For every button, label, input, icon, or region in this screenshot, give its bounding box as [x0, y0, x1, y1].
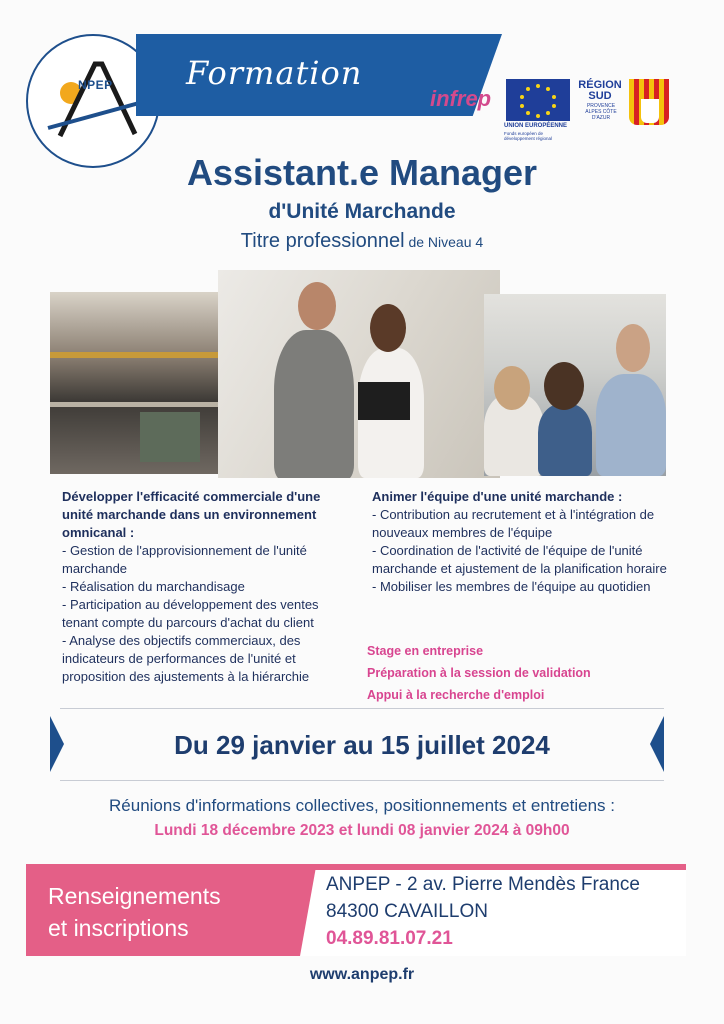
level-line: [0, 230, 724, 253]
level-suffix: de Niveau 4: [404, 234, 484, 250]
region-sud-sublabel: PROVENCE ALPES CÔTE D'AZUR: [585, 103, 617, 121]
logo-a-mark-icon: [40, 56, 150, 146]
eu-flag-icon: [506, 79, 570, 121]
left-column: [62, 488, 348, 686]
infrep-logo: infrep: [430, 86, 492, 111]
course-dates: Du 29 janvier au 15 juillet 2024: [174, 730, 550, 760]
photo-manager-team: [218, 270, 500, 478]
page-subtitle: d'Unité Marchande: [268, 200, 456, 223]
photo-store-team: [484, 294, 666, 476]
address-line1: ANPEP - 2 av. Pierre Mendès France: [326, 874, 640, 895]
extra-item: Appui à la recherche d'emploi: [367, 688, 545, 702]
logo-text: NPEP: [78, 78, 113, 92]
list-item: - Contribution au recrutement et à l'intégration de nouveaux membres de l'équipe: [372, 507, 655, 540]
contact-label-line2: et inscriptions: [48, 915, 189, 941]
right-column: [372, 488, 692, 596]
phone-number[interactable]: 04.89.81.07.21: [326, 928, 453, 949]
formation-label: Formation: [186, 54, 363, 92]
address-line2: 84300 CAVAILLON: [326, 901, 488, 922]
region-sud-label: RÉGION SUD: [578, 79, 622, 102]
eu-label: UNION EUROPÉENNE: [504, 123, 568, 129]
list-item: - Participation au développement des ventes tenant compte du parcours d'achat du client: [62, 597, 319, 630]
meetings-text: Réunions d'informations collectives, positionnements et entretiens :: [109, 796, 615, 815]
level-main: Titre professionnel: [240, 230, 405, 252]
divider: [60, 708, 664, 709]
eu-sublabel: Fonds européen de développement régional: [504, 131, 553, 141]
right-column-heading: Animer l'équipe d'une unité marchande :: [372, 489, 623, 504]
list-item: - Analyse des objectifs commerciaux, des indicateurs de performances de l'unité et proposition des ajustements à la hiérarchie: [62, 633, 310, 684]
extra-item: Stage en entreprise: [367, 644, 484, 658]
contact-label-line1: Renseignements: [48, 883, 221, 909]
meeting-dates: Lundi 18 décembre 2023 et lundi 08 janvier 2024 à 09h00: [154, 822, 570, 839]
extra-item: Préparation à la session de validation: [367, 666, 591, 680]
left-column-heading: Développer l'efficacité commerciale d'une unité marchande dans un environnement omnicanal :: [62, 489, 321, 540]
region-shield-inner: [641, 99, 659, 123]
photo-shopping-mall: [50, 292, 232, 474]
list-item: - Réalisation du marchandisage: [62, 579, 245, 594]
list-item: - Gestion de l'approvisionnement de l'unité marchande: [62, 543, 307, 576]
list-item: - Coordination de l'activité de l'équipe de l'unité marchande et ajustement de la planification horaire: [372, 543, 667, 576]
contact-label: [48, 880, 221, 944]
website-link[interactable]: www.anpep.fr: [309, 966, 415, 983]
extras-list: [367, 640, 591, 706]
page-title: Assistant.e Manager: [186, 152, 538, 193]
divider: [60, 780, 664, 781]
list-item: - Mobiliser les membres de l'équipe au quotidien: [372, 579, 651, 594]
